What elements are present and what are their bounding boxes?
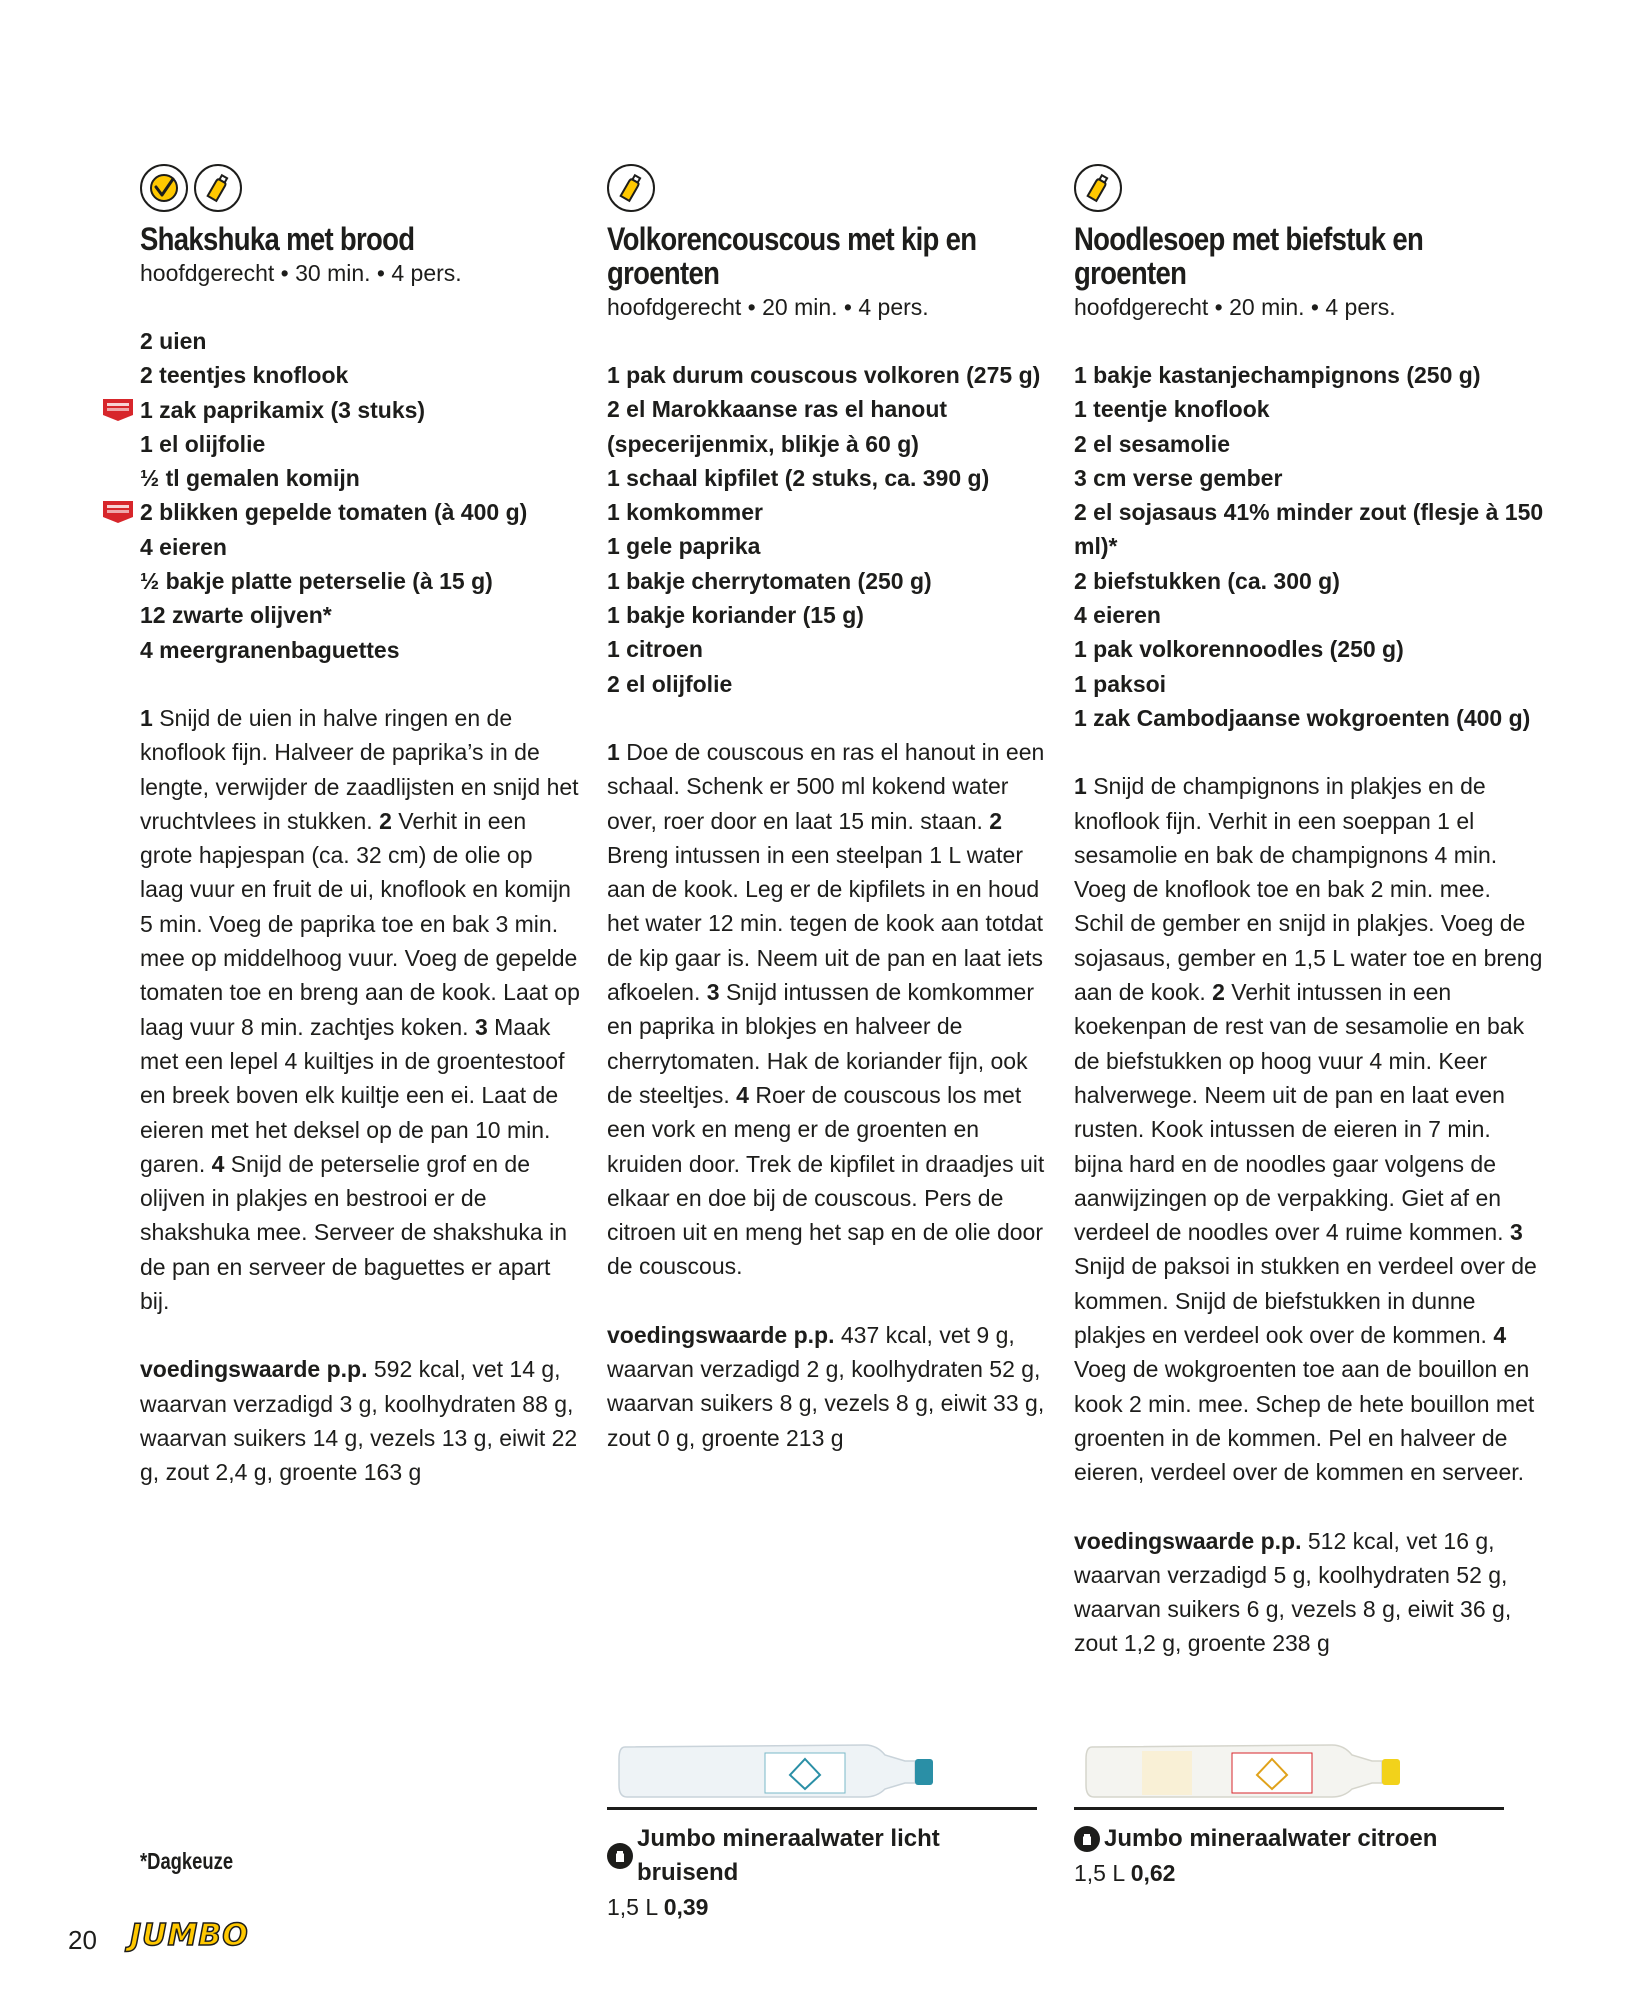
ingredient-item bbox=[140, 530, 580, 564]
step-number: 2 bbox=[379, 807, 392, 834]
ingredient-item bbox=[140, 633, 580, 667]
ingredient-text: 2 el olijfolie bbox=[607, 670, 733, 697]
ingredient-text: 1 el olijfolie bbox=[140, 430, 266, 457]
ingredient-text: 2 biefstukken (ca. 300 g) bbox=[1074, 567, 1340, 594]
jumbo-bottle-icon bbox=[607, 1843, 633, 1869]
ingredient-text: 2 teentjes knoflook bbox=[140, 362, 349, 389]
bottle-icon bbox=[194, 164, 242, 212]
water-bottle-image bbox=[615, 1739, 945, 1803]
ingredient-item bbox=[140, 598, 580, 632]
step-number: 3 bbox=[706, 979, 720, 1006]
nutrition-values: 592 kcal, vet 14 g, waarvan verzadigd 3 g, koolhydraten 88 g, waarvan suikers 14 g, vezels 13 g, eiwit 22 g, zout 2,4 g, groente 163 g bbox=[140, 1356, 578, 1486]
ingredient-text: 1 zak paprikamix (3 stuks) bbox=[140, 396, 426, 423]
product-water-lemon[interactable] bbox=[1074, 1735, 1504, 1890]
ingredient-text: ½ bakje platte peterselie (à 15 g) bbox=[140, 568, 493, 595]
nutrition-values: 437 kcal, vet 9 g, waarvan verzadigd 2 g, koolhydraten 52 g, waarvan suikers 8 g, vezels 8 g, eiwit 33 g, zout 0 g, groente 213 g bbox=[607, 1321, 1045, 1451]
jumbo-bottle-icon bbox=[1074, 1826, 1100, 1852]
ingredient-item bbox=[607, 564, 1047, 598]
product-image bbox=[1074, 1735, 1504, 1810]
ingredient-list bbox=[1074, 358, 1544, 735]
product-name: Jumbo mineraalwater citroen bbox=[1104, 1825, 1438, 1852]
step-number: 4 bbox=[1493, 1322, 1507, 1349]
step-text: Snijd de champignons in plakjes en de knoflook fijn. Verhit in een soeppan 1 el sesamolie en bak de champignons 4 min. Voeg de knoflook toe en bak 2 min. mee. Schil de gember en snijd in plakjes. Voeg de sojasaus, gember en 1,5 L water toe en breng aan de kook. bbox=[1074, 773, 1543, 1006]
ingredient-item bbox=[1074, 564, 1544, 598]
nutrition-values: 512 kcal, vet 16 g, waarvan verzadigd 5 g, koolhydraten 52 g, waarvan suikers 6 g, vezels 8 g, eiwit 36 g, zout 1,2 g, groente 238 g bbox=[1074, 1527, 1512, 1657]
step-number: 4 bbox=[211, 1150, 225, 1177]
recipe-icons bbox=[607, 160, 1047, 216]
ingredient-text: 2 el sesamolie bbox=[1074, 430, 1230, 457]
step-number: 1 bbox=[1074, 773, 1087, 800]
promo-badge-icon bbox=[102, 398, 134, 422]
method-text bbox=[607, 735, 1047, 1284]
product-size: 1,5 L bbox=[1074, 1860, 1131, 1886]
ingredient-item bbox=[140, 324, 580, 358]
bottle-icon bbox=[607, 164, 655, 212]
step-text: Verhit intussen in een koekenpan de rest van de sesamolie en bak de biefstukken op hoog vuur 4 min. Keer halverwege. Neem uit de pan en laat even rusten. Kook intussen de eieren in 7 min. bijna hard en de noodles gaar volgens de aanwijzingen op de verpakking. Giet af en verdeel de noodles over 4 ruime kommen. bbox=[1074, 979, 1525, 1246]
ingredient-item bbox=[607, 358, 1047, 392]
step-number: 1 bbox=[140, 704, 153, 731]
ingredient-item bbox=[1074, 358, 1544, 392]
step-text: Snijd de peterselie grof en de olijven in plakjes en bestrooi er de shakshuka mee. Serveer de shakshuka in de pan en serveer de baguettes er apart bij. bbox=[140, 1150, 568, 1315]
step-text: Voeg de wokgroenten toe aan de bouillon en kook 2 min. mee. Schep de hete bouillon met groenten in de kommen. Pel en halveer de eieren, verdeel over de kommen en serveer. bbox=[1074, 1356, 1535, 1486]
recipe-meta: hoofdgerecht • 20 min. • 4 pers. bbox=[1074, 294, 1396, 320]
recipe-icons bbox=[140, 160, 580, 216]
ingredient-text: 1 citroen bbox=[607, 636, 703, 663]
step-text: Snijd intussen de komkommer en paprika in blokjes en halveer de cherrytomaten. Hak de koriander fijn, ook de steeltjes. bbox=[607, 979, 1035, 1108]
ingredient-text: 1 komkommer bbox=[607, 499, 763, 526]
ingredient-item bbox=[1074, 667, 1544, 701]
product-size: 1,5 L bbox=[607, 1894, 664, 1920]
ingredient-item bbox=[607, 632, 1047, 666]
bottle-icon bbox=[1074, 164, 1122, 212]
product-price-row bbox=[607, 1890, 1037, 1924]
ingredient-text: 2 blikken gepelde tomaten (à 400 g) bbox=[140, 499, 528, 526]
ingredient-item bbox=[607, 529, 1047, 563]
ingredient-text: 12 zwarte olijven* bbox=[140, 602, 332, 629]
nutrition-label: voedingswaarde p.p. bbox=[607, 1321, 835, 1348]
ingredient-text: ½ tl gemalen komijn bbox=[140, 465, 360, 492]
recipe-title: Shakshuka met brood bbox=[140, 221, 415, 257]
ingredient-text: 1 bakje cherrytomaten (250 g) bbox=[607, 567, 932, 594]
ingredient-text: 1 gele paprika bbox=[607, 533, 761, 560]
product-name-row bbox=[607, 1822, 1037, 1890]
ingredient-item bbox=[1074, 495, 1544, 564]
ingredient-item bbox=[607, 598, 1047, 632]
product-image bbox=[607, 1735, 1037, 1810]
ingredient-item bbox=[140, 358, 580, 392]
ingredient-text: 1 pak durum couscous volkoren (275 g) bbox=[607, 362, 1041, 388]
product-price-row bbox=[1074, 1856, 1504, 1890]
ingredient-text: 1 pak volkorennoodles (250 g) bbox=[1074, 636, 1404, 663]
ingredient-item bbox=[1074, 598, 1544, 632]
ingredient-text: 3 cm verse gember bbox=[1074, 464, 1283, 491]
ingredient-item bbox=[140, 461, 580, 495]
recipe-shakshuka bbox=[140, 160, 580, 1490]
ingredient-text: 1 schaal kipfilet (2 stuks, ca. 390 g) bbox=[607, 464, 990, 491]
recipe-title: Volkorencouscous met kip en groenten bbox=[607, 221, 977, 291]
step-number: 3 bbox=[474, 1013, 488, 1040]
ingredient-item bbox=[140, 495, 580, 529]
step-number: 4 bbox=[736, 1081, 749, 1108]
step-text: Doe de couscous en ras el hanout in een schaal. Schenk er 500 ml kokend water over, roer door en laat 15 min. staan. bbox=[607, 738, 1045, 834]
ingredient-item bbox=[1074, 461, 1544, 495]
ingredient-text: 1 bakje koriander (15 g) bbox=[607, 602, 864, 629]
method-text bbox=[1074, 769, 1544, 1489]
ingredient-item bbox=[1074, 632, 1544, 666]
recipe-meta: hoofdgerecht • 20 min. • 4 pers. bbox=[607, 294, 929, 320]
ingredient-item bbox=[140, 564, 580, 598]
ingredient-text: 2 el Marokkaanse ras el hanout (specerijenmix, blikje à 60 g) bbox=[607, 396, 948, 457]
footnote: *Dagkeuze bbox=[140, 1848, 234, 1874]
step-text: Snijd de uien in halve ringen en de knoflook fijn. Halveer de paprika’s in de lengte, verwijder de zaadlijsten en snijd het vruchtvlees in stukken. bbox=[140, 704, 579, 834]
product-water-sparkling[interactable] bbox=[607, 1735, 1037, 1924]
nutrition-label: voedingswaarde p.p. bbox=[140, 1356, 368, 1383]
ingredient-item bbox=[607, 392, 1047, 461]
recipe-meta: hoofdgerecht • 30 min. • 4 pers. bbox=[140, 260, 462, 286]
step-text: Roer de couscous los met een vork en meng er de groenten en kruiden door. Trek de kipfilet in draadjes uit elkaar en doe bij de couscous. Pers de citroen uit en meng het sap en de olie door de couscous. bbox=[607, 1081, 1045, 1280]
step-number: 3 bbox=[1509, 1219, 1523, 1246]
ingredient-item bbox=[140, 427, 580, 461]
ingredient-item bbox=[1074, 392, 1544, 426]
recipe-couscous bbox=[607, 160, 1047, 1455]
checkmark-icon bbox=[140, 164, 188, 212]
ingredient-text: 1 teentje knoflook bbox=[1074, 396, 1270, 423]
step-number: 2 bbox=[1212, 979, 1225, 1006]
ingredient-text: 1 paksoi bbox=[1074, 670, 1167, 697]
nutrition-info bbox=[1074, 1524, 1544, 1661]
recipe-icons bbox=[1074, 160, 1544, 216]
jumbo-logo: JUMBO bbox=[130, 1918, 249, 1953]
ingredient-text: 2 el sojasaus 41% minder zout (flesje à 150 ml)* bbox=[1074, 499, 1544, 560]
ingredient-item bbox=[607, 495, 1047, 529]
ingredient-text: 4 meergranenbaguettes bbox=[140, 636, 400, 663]
ingredient-item bbox=[607, 667, 1047, 701]
ingredient-list bbox=[140, 324, 580, 667]
ingredient-item bbox=[1074, 427, 1544, 461]
method-text bbox=[140, 701, 580, 1318]
ingredient-item bbox=[140, 393, 580, 427]
ingredient-item bbox=[607, 461, 1047, 495]
product-name: Jumbo mineraalwater licht bruisend bbox=[637, 1825, 940, 1886]
ingredient-list bbox=[607, 358, 1047, 701]
ingredient-text: 4 eieren bbox=[140, 533, 227, 560]
product-name-row bbox=[1074, 1822, 1504, 1856]
nutrition-label: voedingswaarde p.p. bbox=[1074, 1527, 1302, 1554]
step-number: 2 bbox=[989, 807, 1003, 834]
promo-badge-icon bbox=[102, 500, 134, 524]
step-text: Maak met een lepel 4 kuiltjes in de groentestoof en breek boven elk kuiltje een ei. Laat de eieren met het deksel op de pan 10 min. garen. bbox=[140, 1013, 565, 1177]
ingredient-text: 2 uien bbox=[140, 328, 207, 354]
step-text: Verhit in een grote hapjespan (ca. 32 cm) de olie op laag vuur en fruit de ui, knoflook en komijn 5 min. Voeg de paprika toe en bak 3 min. mee op middelhoog vuur. Voeg de gepelde tomaten toe en breng aan de kook. Laat op laag vuur 8 min. zachtjes koken. bbox=[140, 807, 580, 1040]
recipe-noodlesoep bbox=[1074, 160, 1544, 1661]
page-number: 20 bbox=[68, 1925, 97, 1955]
product-price: 0,62 bbox=[1130, 1860, 1176, 1886]
recipe-title: Noodlesoep met biefstuk en groenten bbox=[1074, 221, 1424, 291]
step-number: 1 bbox=[607, 738, 620, 765]
nutrition-info bbox=[140, 1352, 580, 1489]
water-bottle-image bbox=[1082, 1739, 1412, 1803]
ingredient-text: 1 bakje kastanjechampignons (250 g) bbox=[1074, 362, 1481, 388]
ingredient-item bbox=[1074, 701, 1544, 735]
ingredient-text: 1 zak Cambodjaanse wokgroenten (400 g) bbox=[1074, 704, 1531, 731]
step-text: Snijd de paksoi in stukken en verdeel over de kommen. Snijd de biefstukken in dunne plakjes en verdeel ook over de kommen. bbox=[1074, 1253, 1537, 1349]
step-text: Breng intussen in een steelpan 1 L water aan de kook. Leg er de kipfilets in en houd het water 12 min. tegen de kook aan totdat de kip gaar is. Neem uit de pan en laat iets afkoelen. bbox=[607, 841, 1044, 1006]
product-price: 0,39 bbox=[663, 1894, 709, 1920]
nutrition-info bbox=[607, 1318, 1047, 1455]
ingredient-text: 4 eieren bbox=[1074, 602, 1161, 629]
